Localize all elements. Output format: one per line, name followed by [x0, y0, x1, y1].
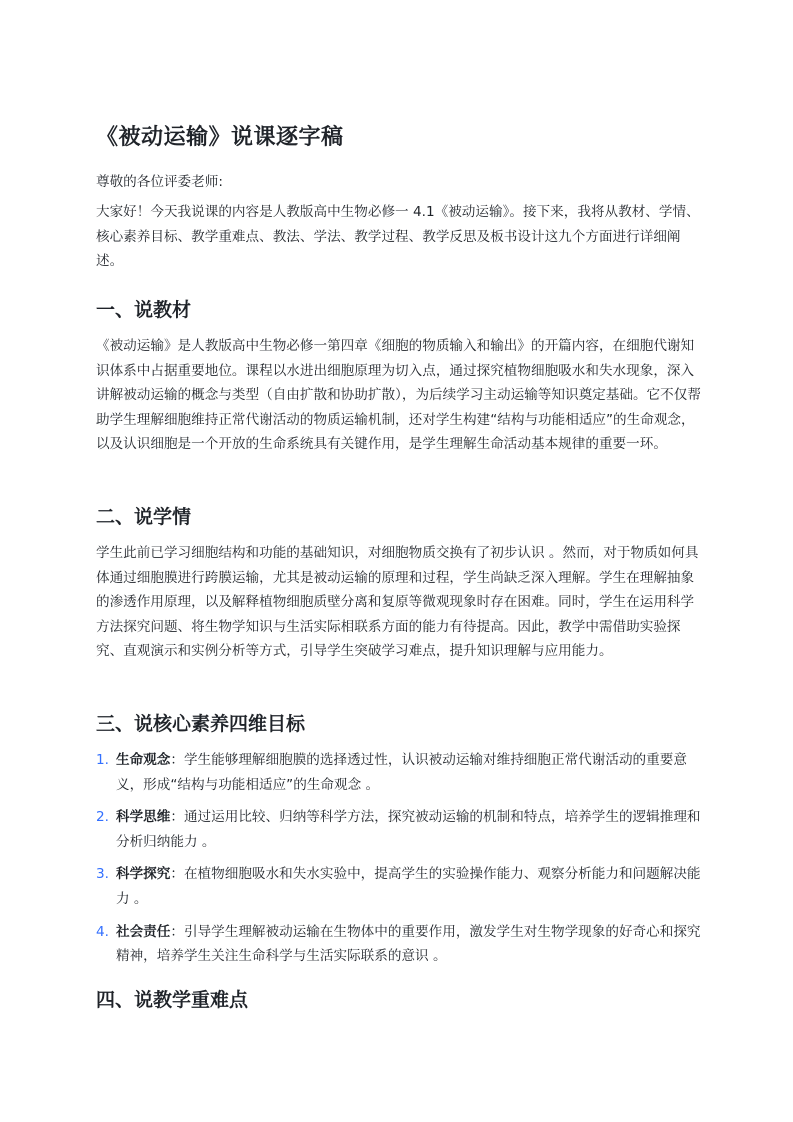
- section-heading-key-points: 四、说教学重难点: [96, 989, 249, 1011]
- section-body-textbook: 《被动运输》是人教版高中生物必修一第四章《细胞的物质输入和输出》的开篇内容，在细胞代谢知识体系中占据重要地位。课程以水进出细胞原理为切入点，通过探究植物细胞吸水和失水现象，深入讲解被动运输的概念与类型（自由扩散和协助扩散），为后续学习主动运输等知识奠定基础。它不仅帮助学生理解细胞维持正常代谢活动的物质运输机制，还对学生构建“结构与功能相适应”的生命观念，以及认识细胞是一个开放的生命系统具有关键作用，是学生理解生命活动基本规律的重要一环。: [96, 338, 701, 453]
- section-heading-textbook: 一、说教材: [96, 299, 192, 321]
- goal-text: ：引导学生理解被动运输在生物体中的重要作用，激发学生对生物学现象的好奇心和探究精神，培养学生关注生命科学与生活实际联系的意识 。: [116, 923, 701, 965]
- section-heading-learners: 二、说学情: [96, 506, 192, 528]
- greeting-paragraph: 尊敬的各位评委老师:: [96, 174, 223, 190]
- goal-item: [96, 862, 706, 911]
- goal-text: ：通过运用比较、归纳等科学方法，探究被动运输的机制和特点，培养学生的逻辑推理和分析归纳能力 。: [116, 809, 701, 850]
- goal-number: 1.: [96, 752, 109, 768]
- goal-text: ：学生能够理解细胞膜的选择透过性，认识被动运输对维持细胞正常代谢活动的重要意义，形成“结构与功能相适应”的生命观念 。: [116, 752, 687, 793]
- document-title: 《被动运输》说课逐字稿: [96, 125, 344, 150]
- goal-term: 社会责任: [116, 923, 171, 940]
- intro-paragraph: 大家好！今天我说课的内容是人教版高中生物必修一 4.1《被动运输》。接下来，我将从教材、学情、核心素养目标、教学重难点、教法、学法、教学过程、教学反思及板书设计这九个方面进行详细阐述。: [96, 204, 700, 270]
- goal-term: 科学探究: [116, 866, 171, 883]
- section-body-learners: 学生此前已学习细胞结构和功能的基础知识，对细胞物质交换有了初步认识 。然而，对于物质如何具体通过细胞膜进行跨膜运输，尤其是被动运输的原理和过程，学生尚缺乏深入理解。学生在理解抽象的渗透作用原理，以及解释植物细胞质壁分离和复原等微观现象时存在困难。同时，学生在运用科学方法探究问题、将生物学知识与生活实际相联系方面的能力有待提高。因此，教学中需借助实验探究、直观演示和实例分析等方式，引导学生突破学习难点，提升知识理解与应用能力。: [96, 545, 699, 660]
- goal-number: 3.: [96, 866, 109, 883]
- section-heading-goals: 三、说核心素养四维目标: [96, 713, 306, 735]
- goal-item: [96, 920, 706, 969]
- goal-term: 生命观念: [116, 752, 171, 768]
- goal-item: [96, 748, 706, 797]
- goal-number: 2.: [96, 809, 109, 826]
- goal-text: ：在植物细胞吸水和失水实验中，提高学生的实验操作能力、观察分析能力和问题解决能力 。: [116, 866, 701, 907]
- goal-number: 4.: [96, 923, 109, 940]
- goal-term: 科学思维: [116, 809, 171, 826]
- goals-list: [96, 748, 706, 977]
- goal-item: [96, 805, 706, 854]
